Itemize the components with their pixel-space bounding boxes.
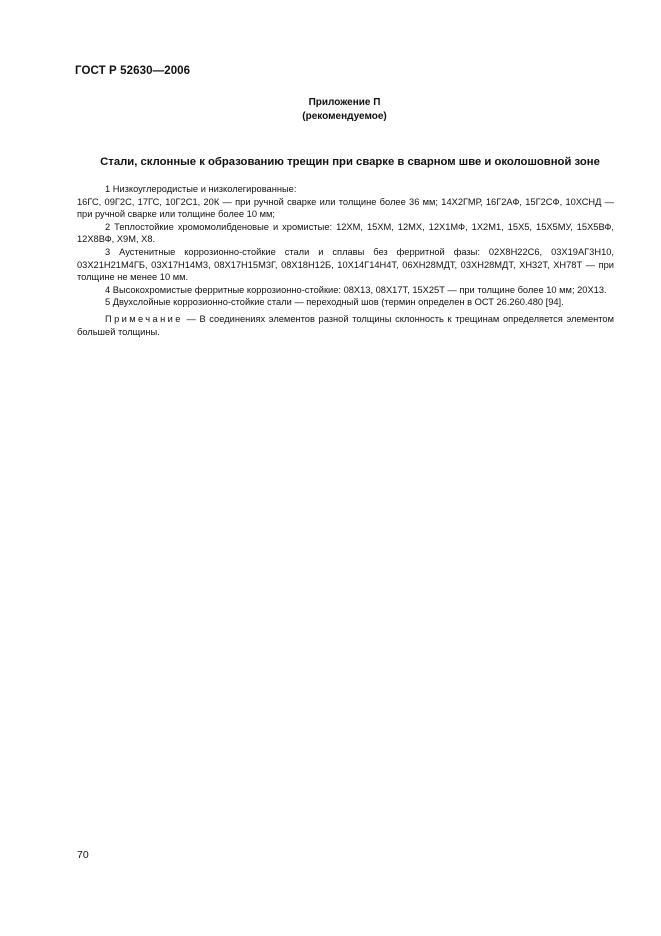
list-item-3: 3 Аустенитные коррозионно-стойкие стали и сплавы без ферритной фазы: 02Х8Н22С6, 03Х19АГ3Н10, 03Х21Н21М4ГБ, 03Х17Н14М3, 08Х17Н15М3Г, 08Х18Н12Б, 10Х14Г14Н4Т, 06ХН28МДТ, 03ХН28МДТ, ХН32Т, ХН78Т — при толщине не менее 10 мм.	[77, 246, 614, 283]
page-number: 70	[77, 849, 89, 861]
list-item-1-heading: 1 Низкоуглеродистые и низколегированные:	[105, 184, 297, 194]
list-item-4: 4 Высокохромистые ферритные коррозионно-стойкие: 08Х13, 08Х17Т, 15Х25Т — при толщине более 10 мм; 20Х13.	[105, 284, 607, 295]
note-label: Примечание	[105, 313, 183, 324]
document-code: ГОСТ Р 52630—2006	[75, 65, 191, 77]
section-title: Стали, склонные к образованию трещин при сварке в сварном шве и околошовной зоне	[100, 156, 600, 168]
note	[77, 313, 614, 338]
appendix-heading	[0, 96, 661, 124]
document-body	[77, 183, 614, 338]
list-item-5: 5 Двухслойные коррозионно-стойкие стали — переходный шов (термин определен в ОСТ 26.260.480 [94].	[105, 297, 564, 308]
appendix-title: Приложение П	[308, 97, 381, 108]
note-text: — В соединениях элементов разной толщины склонность к трещинам определяется элементом большей толщины.	[77, 313, 614, 337]
list-item-2: 2 Теплостойкие хромомолибденовые и хромистые: 12ХМ, 15ХМ, 12МХ, 12Х1МФ, 1Х2М1, 15Х5, 15Х5МУ, 15Х5ВФ, 12Х8ВФ, Х9М, Х8.	[77, 221, 614, 245]
appendix-status: (рекомендуемое)	[302, 111, 387, 122]
list-item-1-text: 16ГС, 09Г2С, 17ГС, 10Г2С1, 20К — при ручной сварке или толщине более 36 мм; 14Х2ГМР, 16Г2АФ, 15Г2СФ, 10ХСНД — при ручной сварке или толщине более 10 мм;	[77, 196, 614, 220]
